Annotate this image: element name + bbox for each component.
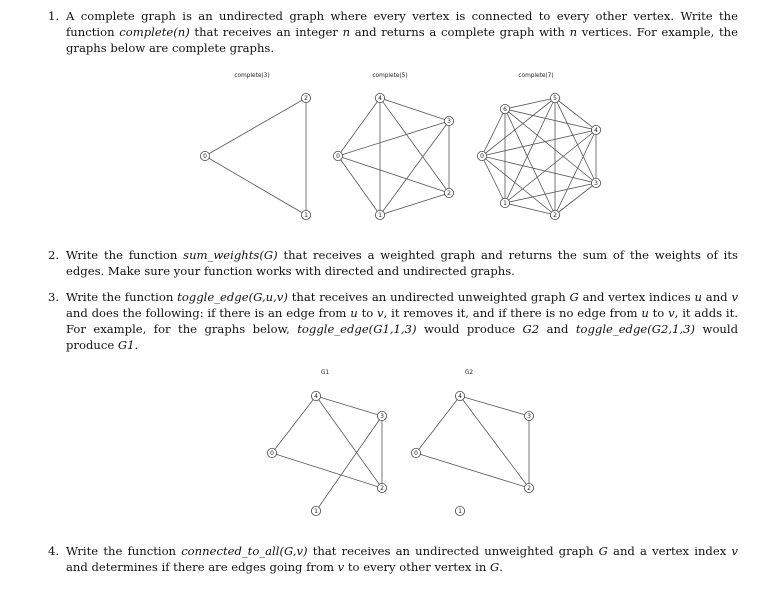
- graph-edge: [555, 130, 596, 215]
- graph-edge: [316, 396, 382, 416]
- math-term: toggle_edge(G1,1,3): [297, 322, 417, 336]
- graph-node-label: 2: [447, 189, 451, 197]
- text-segment: Write the function: [66, 544, 182, 558]
- graph-edge: [505, 130, 596, 203]
- text-segment: to: [357, 306, 378, 320]
- graph-edge: [380, 98, 449, 121]
- text-segment: and returns a complete graph with: [350, 25, 570, 39]
- graph-edge: [380, 193, 449, 215]
- graph-edge: [338, 121, 449, 156]
- graph-node-label: 3: [447, 117, 451, 125]
- text-segment: vertices. For example, the graphs below are complete graphs.: [66, 25, 739, 55]
- text-segment: to every other vertex in: [344, 560, 491, 574]
- math-term: G2: [522, 322, 540, 336]
- graph-node-label: 1: [378, 211, 382, 219]
- graph-node-label: 1: [503, 199, 507, 207]
- math-term: G: [569, 290, 579, 304]
- graph-node-label: 4: [314, 392, 318, 400]
- graph-node-label: 2: [304, 94, 308, 102]
- graph-node-label: 4: [458, 392, 462, 400]
- graph-title-g1: G1: [320, 370, 330, 376]
- text-segment: Write the function: [66, 248, 184, 262]
- graph-edge: [416, 396, 460, 453]
- graph-edge: [272, 396, 316, 453]
- problem-4: [48, 543, 738, 575]
- graph-edge: [460, 396, 529, 416]
- graph-edge: [316, 416, 382, 511]
- problem-3: [48, 289, 738, 353]
- graph-edge: [338, 98, 380, 156]
- problem-number: 1.: [48, 9, 60, 23]
- math-term: v: [731, 290, 738, 304]
- graph-node-label: 0: [203, 152, 207, 160]
- text-segment: to: [648, 306, 669, 320]
- graph-node-label: 6: [503, 105, 507, 113]
- graph-4: [411, 391, 533, 515]
- graph-node-label: 1: [304, 211, 308, 219]
- text-segment: and: [539, 322, 576, 336]
- math-term: u: [694, 290, 702, 304]
- graph-node-label: 4: [378, 94, 382, 102]
- graph-edge: [482, 130, 596, 156]
- graph-edge: [482, 109, 505, 156]
- math-term: v: [668, 306, 675, 320]
- graph-edge: [205, 156, 306, 215]
- graph-edge: [505, 109, 555, 215]
- text-segment: Write the function: [66, 290, 178, 304]
- math-term: v: [731, 544, 738, 558]
- graph-node-label: 4: [594, 126, 598, 134]
- math-term: G1: [117, 338, 135, 352]
- math-term: toggle_edge(G,u,v): [177, 290, 288, 304]
- math-term: n: [342, 25, 351, 39]
- graph-edge: [316, 396, 382, 488]
- graph-edge: [205, 98, 306, 156]
- graph-node-label: 0: [270, 449, 274, 457]
- graph-2: [477, 93, 600, 219]
- graph-node-label: 3: [380, 412, 384, 420]
- graph-node-label: 2: [553, 211, 557, 219]
- graph-node-label: 0: [336, 152, 340, 160]
- text-segment: that receives a weighted graph and returns the sum of the weights of its edges. Make sure your function works with directed and undirected graphs.: [66, 248, 739, 278]
- graph-edge: [416, 453, 529, 488]
- text-segment: , it adds it. For example, for the graphs below,: [66, 306, 738, 336]
- text-segment: .: [134, 338, 139, 352]
- math-term: v: [377, 306, 384, 320]
- graph-title-complete-3: complete(3): [234, 73, 270, 79]
- graph-title-complete-7: complete(7): [518, 73, 554, 79]
- math-term: toggle_edge(G2,1,3): [575, 322, 696, 336]
- graph-node-label: 0: [480, 152, 484, 160]
- graph-edge: [338, 156, 380, 215]
- graph-3: [267, 391, 386, 515]
- text-segment: .: [499, 560, 503, 574]
- math-term: n: [569, 25, 578, 39]
- math-term: sum_weights(G): [183, 248, 278, 262]
- graph-node-label: 2: [380, 484, 384, 492]
- text-segment: that receives an undirected unweighted graph: [287, 290, 570, 304]
- text-segment: and vertex indices: [578, 290, 695, 304]
- text-segment: that receives an integer: [189, 25, 343, 39]
- graph-edge: [482, 156, 505, 203]
- graph-title-g2: G2: [464, 370, 474, 376]
- problem-number: 3.: [48, 290, 60, 304]
- text-segment: that receives an undirected unweighted graph: [307, 544, 599, 558]
- graph-edge: [380, 98, 449, 193]
- text-segment: would produce: [416, 322, 523, 336]
- math-term: u: [641, 306, 649, 320]
- graph-edge: [338, 156, 449, 193]
- problem-text: [66, 543, 738, 575]
- math-term: u: [350, 306, 358, 320]
- problem-text: [66, 247, 738, 279]
- text-segment: and determines if there are edges going from: [66, 560, 338, 574]
- math-term: v: [337, 560, 345, 574]
- math-term: connected_to_all(G,v): [181, 544, 308, 558]
- graph-0: [200, 93, 310, 219]
- problem-number: 4.: [48, 544, 60, 558]
- graph-node-label: 3: [594, 179, 598, 187]
- text-segment: and does the following: if there is an edge from: [66, 306, 351, 320]
- graph-node-label: 2: [527, 484, 531, 492]
- graph-1: [333, 93, 453, 219]
- problem-2: [48, 247, 738, 279]
- math-term: G: [598, 544, 608, 558]
- problem-text: [66, 289, 738, 353]
- graph-node-label: 1: [458, 507, 462, 515]
- graph-node-label: 1: [314, 507, 318, 515]
- graph-edge: [272, 453, 382, 488]
- text-segment: and a vertex index: [607, 544, 732, 558]
- graph-title-complete-5: complete(5): [372, 73, 408, 79]
- graph-node-label: 0: [414, 449, 418, 457]
- graph-edge: [380, 121, 449, 215]
- graph-edge: [555, 98, 596, 183]
- text-segment: , it removes it, and if there is no edge from: [383, 306, 642, 320]
- text-segment: would produce: [66, 322, 739, 352]
- graph-edge: [505, 98, 555, 203]
- graph-node-label: 5: [553, 94, 557, 102]
- graph-edge: [460, 396, 529, 488]
- math-term: G: [490, 560, 500, 574]
- graph-node-label: 3: [527, 412, 531, 420]
- problem-number: 2.: [48, 248, 60, 262]
- math-term: complete(n): [119, 25, 190, 39]
- text-segment: and: [701, 290, 732, 304]
- text-segment: A complete graph is an undirected graph where every vertex is connected to every other vertex. Write the function: [66, 9, 738, 39]
